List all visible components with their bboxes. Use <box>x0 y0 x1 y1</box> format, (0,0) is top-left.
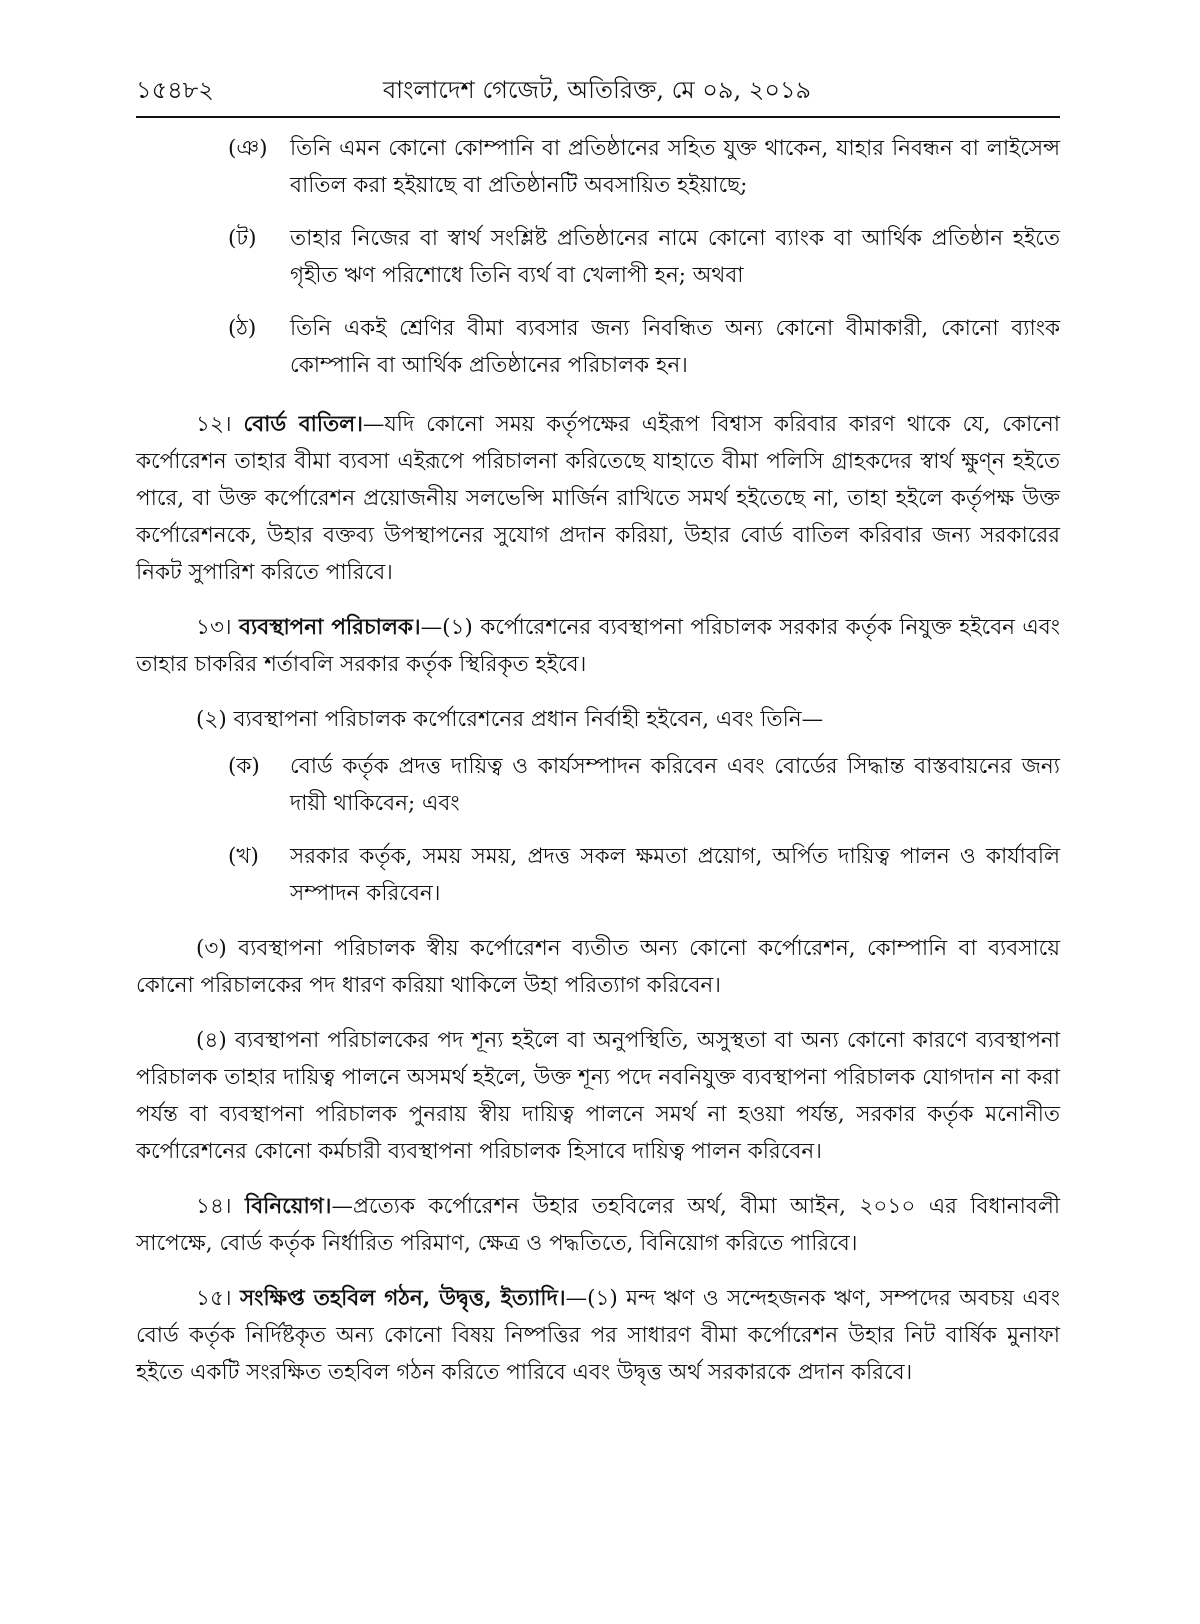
subsection-2: (২) ব্যবস্থাপনা পরিচালক কর্পোরেশনের প্রধান নির্বাহী হইবেন, এবং তিনি— <box>196 707 824 732</box>
clause-item <box>228 220 1060 294</box>
clause-text: তাহার নিজের বা স্বার্থ সংশ্লিষ্ট প্রতিষ্ঠানের নামে কোনো ব্যাংক বা আর্থিক প্রতিষ্ঠান হইতে গৃহীত ঋণ পরিশোধে তিনি ব্যর্থ বা খেলাপী হন; অথবা <box>290 226 1060 288</box>
section-heading: সংক্ষিপ্ত তহবিল গঠন, উদ্বৃত্ত, ইত্যাদি। <box>239 1286 566 1311</box>
gazette-title: বাংলাদেশ গেজেট, অতিরিক্ত, মে ০৯, ২০১৯ <box>382 76 812 104</box>
section-14 <box>136 1188 1060 1262</box>
section-number: ১৫। <box>196 1286 232 1311</box>
section-text: —(১) কর্পোরেশনের ব্যবস্থাপনা পরিচালক সরকার কর্তৃক নিযুক্ত হইবেন এবং তাহার চাকরির শর্তাবলি সরকার কর্তৃক স্থিরিকৃত হইবে। <box>136 615 1060 677</box>
section-heading: ব্যবস্থাপনা পরিচালক। <box>239 615 421 640</box>
section-15 <box>136 1280 1060 1391</box>
clause-item <box>228 310 1060 384</box>
section-text: —যদি কোনো সময় কর্তৃপক্ষের এইরূপ বিশ্বাস করিবার কারণ থাকে যে, কোনো কর্পোরেশন তাহার বীমা ব্যবসা এইরূপে পরিচালনা করিতেছে যাহাতে বীমা পলিসি গ্রাহকদের স্বার্থ ক্ষুণ্ন হইতে পারে, বা উক্ত কর্পোরেশন প্রয়োজনীয় সলভেন্সি মার্জিন রাখিতে সমর্থ হইতেছে না, তাহা হইলে কর্তৃপক্ষ উক্ত কর্পোরেশনকে, উহার বক্তব্য উপস্থাপনের সুযোগ প্রদান করিয়া, উহার বোর্ড বাতিল করিবার জন্য সরকারের নিকট সুপারিশ করিতে পারিবে। <box>136 412 1060 585</box>
clause-item <box>228 838 1060 912</box>
clause-item <box>228 130 1060 204</box>
subsection-3: (৩) ব্যবস্থাপনা পরিচালক স্বীয় কর্পোরেশন ব্যতীত অন্য কোনো কর্পোরেশন, কোম্পানি বা ব্যবসায়ে কোনো পরিচালকের পদ ধারণ করিয়া থাকিলে উহা পরিত্যাগ করিবেন। <box>136 936 1060 998</box>
clause-mark: (খ) <box>228 844 259 869</box>
clause-item <box>228 748 1060 822</box>
document-body <box>136 130 1060 1391</box>
clause-text: বোর্ড কর্তৃক প্রদত্ত দায়িত্ব ও কার্যসম্পাদন করিবেন এবং বোর্ডের সিদ্ধান্ত বাস্তবায়নের জন্য দায়ী থাকিবেন; এবং <box>290 754 1060 816</box>
page-header <box>136 70 1060 118</box>
section-text: —(১) মন্দ ঋণ ও সন্দেহজনক ঋণ, সম্পদের অবচয় এবং বোর্ড কর্তৃক নির্দিষ্টকৃত অন্য কোনো বিষয় নিষ্পত্তির পর সাধারণ বীমা কর্পোরেশন উহার নিট বার্ষিক মুনাফা হইতে একটি সংরক্ষিত তহবিল গঠন করিতে পারিবে এবং উদ্বৃত্ত অর্থ সরকারকে প্রদান করিবে। <box>136 1286 1061 1385</box>
page-number: ১৫৪৮২ <box>136 76 214 104</box>
section-heading: বিনিয়োগ। <box>245 1194 332 1219</box>
clause-mark: (ঞ) <box>228 136 268 161</box>
clause-mark: (ঠ) <box>228 316 257 341</box>
clause-text: তিনি একই শ্রেণির বীমা ব্যবসার জন্য নিবন্ধিত অন্য কোনো বীমাকারী, কোনো ব্যাংক কোম্পানি বা আর্থিক প্রতিষ্ঠানের পরিচালক হন। <box>290 316 1060 378</box>
clause-mark: (ক) <box>228 754 260 779</box>
section-13 <box>136 609 1060 683</box>
gazette-page <box>136 70 1060 1391</box>
section-12 <box>136 406 1060 591</box>
clause-mark: (ট) <box>228 226 257 251</box>
clause-text: তিনি এমন কোনো কোম্পানি বা প্রতিষ্ঠানের সহিত যুক্ত থাকেন, যাহার নিবন্ধন বা লাইসেন্স বাতিল করা হইয়াছে বা প্রতিষ্ঠানটি অবসায়িত হইয়াছে; <box>290 136 1060 198</box>
clause-text: সরকার কর্তৃক, সময় সময়, প্রদত্ত সকল ক্ষমতা প্রয়োগ, অর্পিত দায়িত্ব পালন ও কার্যাবলি সম্পাদন করিবেন। <box>290 844 1060 906</box>
section-text: —প্রত্যেক কর্পোরেশন উহার তহবিলের অর্থ, বীমা আইন, ২০১০ এর বিধানাবলী সাপেক্ষে, বোর্ড কর্তৃক নির্ধারিত পরিমাণ, ক্ষেত্র ও পদ্ধতিতে, বিনিয়োগ করিতে পারিবে। <box>136 1194 1060 1256</box>
section-number: ১৩। <box>196 615 232 640</box>
section-number: ১৪। <box>196 1194 232 1219</box>
section-number: ১২। <box>196 412 232 437</box>
subsection-4: (৪) ব্যবস্থাপনা পরিচালকের পদ শূন্য হইলে বা অনুপস্থিতি, অসুস্থতা বা অন্য কোনো কারণে ব্যবস্থাপনা পরিচালক তাহার দায়িত্ব পালনে অসমর্থ হইলে, উক্ত শূন্য পদে নবনিযুক্ত ব্যবস্থাপনা পরিচালক যোগদান না করা পর্যন্ত বা ব্যবস্থাপনা পরিচালক পুনরায় স্বীয় দায়িত্ব পালনে সমর্থ না হওয়া পর্যন্ত, সরকার কর্তৃক মনোনীত কর্পোরেশনের কোনো কর্মচারী ব্যবস্থাপনা পরিচালক হিসাবে দায়িত্ব পালন করিবেন। <box>136 1028 1060 1164</box>
section-heading: বোর্ড বাতিল। <box>243 412 363 437</box>
